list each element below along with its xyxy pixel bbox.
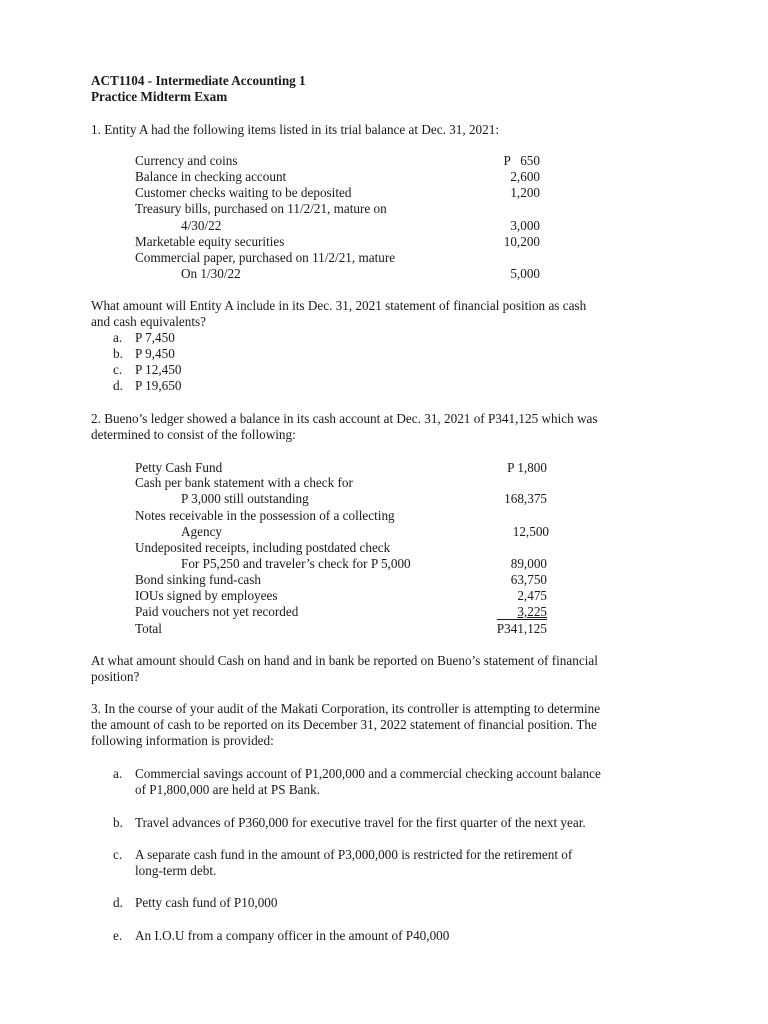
q3-item-letter: d. xyxy=(113,895,123,910)
q1-item-label: Currency and coins xyxy=(135,153,238,168)
course-title: ACT1104 - Intermediate Accounting 1 xyxy=(91,73,306,88)
q1-choice-text: P 9,450 xyxy=(135,346,175,361)
q2-item-amount: 168,375 xyxy=(504,491,547,506)
q1-item-amount: P 650 xyxy=(503,153,540,168)
exam-title: Practice Midterm Exam xyxy=(91,89,228,104)
q1-item-amount: 2,600 xyxy=(510,169,540,184)
q1-item-amount: 5,000 xyxy=(510,266,540,281)
q2-item-label: Bond sinking fund-cash xyxy=(135,572,262,587)
q2-question: position? xyxy=(91,669,140,684)
q1-choice-letter: c. xyxy=(113,362,123,377)
q2-item-amount: 12,500 xyxy=(512,524,549,539)
q2-item-amount: 89,000 xyxy=(510,556,547,571)
q1-item-label: Balance in checking account xyxy=(135,169,287,184)
q3-item-text: of P1,800,000 are held at PS Bank. xyxy=(135,782,320,797)
q2-item-amount: 63,750 xyxy=(510,572,547,587)
q1-item-amount: 1,200 xyxy=(510,185,540,200)
q3-item-text: Commercial savings account of P1,200,000 and a commercial checking account balance xyxy=(135,766,601,781)
q1-item-label: 4/30/22 xyxy=(181,218,222,233)
q3-item-letter: e. xyxy=(113,928,123,943)
q2-item-label: IOUs signed by employees xyxy=(135,588,278,603)
q3-item-text: A separate cash fund in the amount of P3,000,000 is restricted for the retirement of xyxy=(135,847,573,862)
q1-choice-letter: d. xyxy=(113,378,123,393)
q2-total-amount: P341,125 xyxy=(496,621,547,636)
q3-intro: following information is provided: xyxy=(91,733,274,748)
q2-item-amount: 2,475 xyxy=(517,588,547,603)
subtotal-rule xyxy=(497,619,547,620)
q3-item-letter: a. xyxy=(113,766,123,781)
q1-item-label: Treasury bills, purchased on 11/2/21, mature on xyxy=(135,201,387,216)
q1-choice-text: P 19,650 xyxy=(135,378,182,393)
q2-item-amount: P 1,800 xyxy=(507,460,547,475)
q1-choice-letter: a. xyxy=(113,330,123,345)
q2-intro: determined to consist of the following: xyxy=(91,427,296,442)
q2-item-label: Paid vouchers not yet recorded xyxy=(135,604,299,619)
q2-item-label: Notes receivable in the possession of a collecting xyxy=(135,508,395,523)
q1-choice-text: P 7,450 xyxy=(135,330,175,345)
q1-question: What amount will Entity A include in its Dec. 31, 2021 statement of financial position as cash xyxy=(91,298,587,313)
q3-item-text: An I.O.U from a company officer in the amount of P40,000 xyxy=(135,928,450,943)
q3-item-text: Travel advances of P360,000 for executive travel for the first quarter of the next year. xyxy=(135,815,586,830)
q3-item-text: long-term debt. xyxy=(135,863,217,878)
q2-item-label: For P5,250 and traveler’s check for P 5,000 xyxy=(181,556,411,571)
q2-item-label: Cash per bank statement with a check for xyxy=(135,475,353,490)
q1-item-amount: 3,000 xyxy=(510,218,540,233)
q1-choice-text: P 12,450 xyxy=(135,362,182,377)
q1-item-label: Commercial paper, purchased on 11/2/21, mature xyxy=(135,250,396,265)
q1-item-label: Customer checks waiting to be deposited xyxy=(135,185,352,200)
q3-intro: 3. In the course of your audit of the Makati Corporation, its controller is attempting to determine xyxy=(91,701,601,716)
q1-intro: 1. Entity A had the following items listed in its trial balance at Dec. 31, 2021: xyxy=(91,122,500,137)
q2-item-label: Undeposited receipts, including postdated check xyxy=(135,540,391,555)
q3-item-letter: c. xyxy=(113,847,123,862)
q2-total-label: Total xyxy=(135,621,162,636)
q2-item-label: Petty Cash Fund xyxy=(135,460,223,475)
q2-question: At what amount should Cash on hand and in bank be reported on Bueno’s statement of financial xyxy=(91,653,598,668)
q3-item-letter: b. xyxy=(113,815,123,830)
q1-item-label: Marketable equity securities xyxy=(135,234,285,249)
q1-question: and cash equivalents? xyxy=(91,314,206,329)
q2-intro: 2. Bueno’s ledger showed a balance in its cash account at Dec. 31, 2021 of P341,125 which was xyxy=(91,411,598,426)
q1-choice-letter: b. xyxy=(113,346,123,361)
q3-item-text: Petty cash fund of P10,000 xyxy=(135,895,278,910)
q1-item-label: On 1/30/22 xyxy=(181,266,241,281)
q2-item-label: P 3,000 still outstanding xyxy=(181,491,309,506)
q2-item-amount-underlined: 3,225 xyxy=(517,604,547,619)
q1-item-amount: 10,200 xyxy=(503,234,540,249)
q3-intro: the amount of cash to be reported on its December 31, 2022 statement of financial position. The xyxy=(91,717,597,732)
q2-item-label: Agency xyxy=(181,524,223,539)
